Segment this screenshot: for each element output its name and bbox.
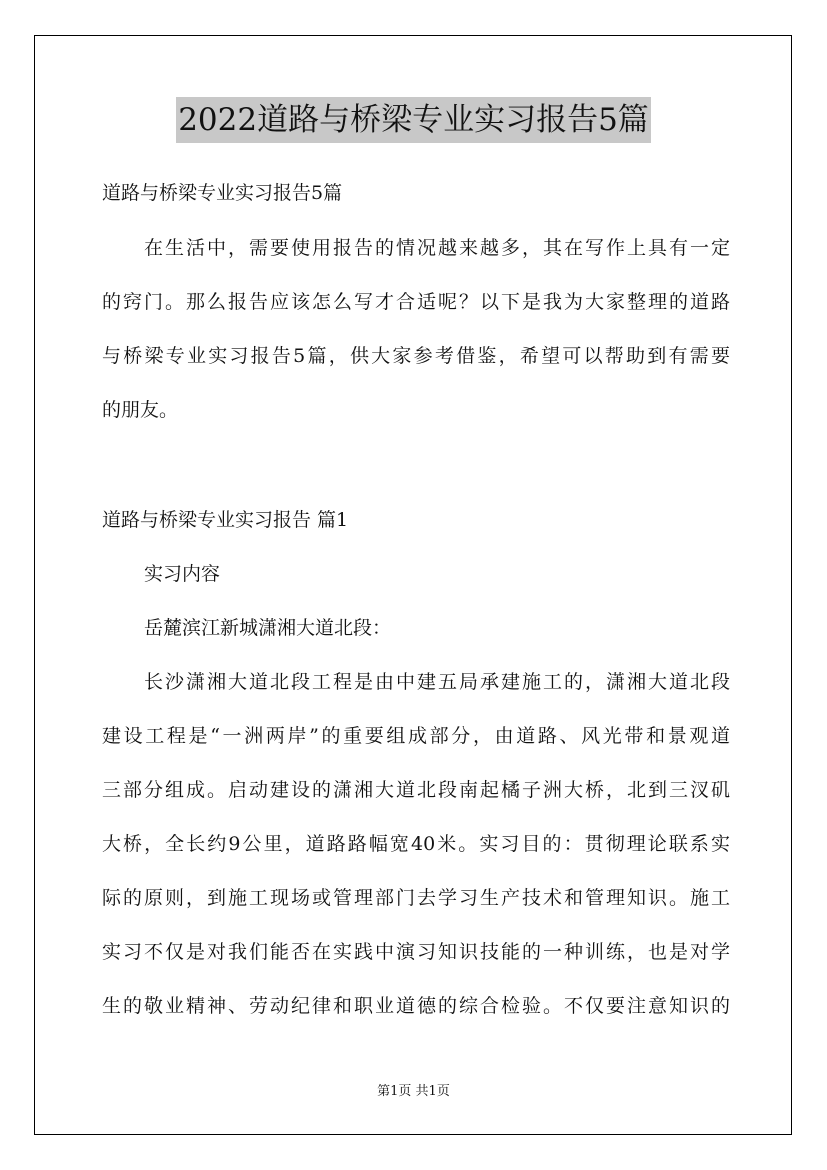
- content-label: 实习内容: [144, 563, 221, 585]
- page-number-footer: 第1页 共1页: [377, 1084, 450, 1099]
- document-title: 2022道路与桥梁专业实习报告5篇: [176, 97, 651, 143]
- body-line-6: 实习不仅是对我们能否在实践中演习知识技能的一种训练，也是对学: [102, 941, 730, 963]
- intro-line-1: 在生活中，需要使用报告的情况越来越多，其在写作上具有一定: [144, 237, 730, 259]
- intro-line-3: 与桥梁专业实习报告5篇，供大家参考借鉴，希望可以帮助到有需要: [102, 345, 730, 367]
- body-line-1: 长沙潇湘大道北段工程是由中建五局承建施工的，潇湘大道北段: [144, 671, 730, 693]
- body-line-7: 生的敬业精神、劳动纪律和职业道德的综合检验。不仅要注意知识的: [102, 995, 730, 1017]
- body-line-3: 三部分组成。启动建设的潇湘大道北段南起橘子洲大桥，北到三汊矶: [102, 779, 730, 801]
- body-line-5: 际的原则，到施工现场或管理部门去学习生产技术和管理知识。施工: [102, 887, 730, 909]
- document-subtitle: 道路与桥梁专业实习报告5篇: [102, 182, 343, 204]
- body-line-2: 建设工程是“一洲两岸”的重要组成部分，由道路、风光带和景观道: [102, 725, 730, 747]
- section-heading: 道路与桥梁专业实习报告 篇1: [102, 509, 349, 531]
- body-line-4: 大桥，全长约9公里，道路路幅宽40米。实习目的：贯彻理论联系实: [102, 833, 730, 855]
- intro-line-2: 的窍门。那么报告应该怎么写才合适呢？以下是我为大家整理的道路: [102, 291, 730, 313]
- location-line: 岳麓滨江新城潇湘大道北段：: [144, 617, 392, 639]
- title-container: [0, 97, 827, 143]
- intro-line-4: 的朋友。: [102, 399, 179, 421]
